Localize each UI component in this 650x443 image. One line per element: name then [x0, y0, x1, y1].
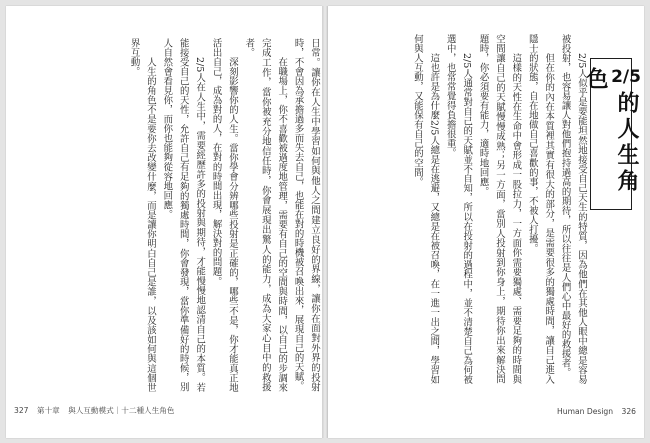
- chapter-title: 與人互動模式｜十二種人生角色: [68, 406, 175, 415]
- paragraph: 這也許是為什麼2/5人總是在逃避，又總是在被召喚，在一進一出之間，學習如何與人互動，又能保有自己的空間。: [411, 34, 440, 384]
- left-page-body: [34, 38, 322, 392]
- paragraph: 這樣的天性在生命中會形成一股拉力，一方面你需要獨處、需要足夠的時間與空間讓自己的天賦慢慢成熟；另一方面，當別人投射到你身上，期待你出來解決問題時，你必須要有能力，適時地回應。: [477, 34, 522, 384]
- paragraph: 深刻影響你的人生。當你學會分辨哪些投射是正確的，哪些不是，你才能真正地活出自己，成為對的人，在對的時間出現，解決對的問題。: [210, 38, 238, 392]
- page-number: 327: [14, 406, 29, 415]
- section-title-box: [583, 58, 641, 210]
- left-page: [6, 6, 322, 438]
- paragraph: 2/5人通常對自己的天賦並不自知，所以在投射的過程中，並不清楚自己為何被選中，也常常覺得負擔很重。: [444, 34, 473, 384]
- chapter-label: 第十章: [36, 406, 60, 415]
- section-title-number: 2/5: [611, 67, 641, 87]
- page-number: 326: [621, 407, 636, 416]
- paragraph: 人生的角色不是要你去改變什麼，而是讓你明白自己是誰，以及該如何與這個世界互動。: [128, 38, 156, 392]
- right-footer: [551, 407, 636, 416]
- section-title-text: 的人生角色: [583, 67, 639, 195]
- paragraph: 2/5人在人生中，需要經歷許多的投射與期待，才能慢慢地認清自己的本質。若能接受自己的天性，允許自己有足夠的獨處時間，你會發現，當你準備好的時候，別人自然會看見你，而你也能夠從容地回應。: [161, 38, 206, 392]
- section-title: [580, 59, 642, 209]
- paragraph: 但在你的內在本質裡其實有很大的部分，是需要很多的獨處時間，讓自己進入隱士的狀態，自在地做自己喜歡的事，不被人打擾。: [526, 34, 555, 384]
- right-page: [328, 6, 644, 438]
- paragraph: 2/5人似乎是要能坦然地接受自己天生的特質，因為他們在其他人眼中總是容易被投射，也容易讓人對他們抱持過高的期待，所以往往是人們心中最好的救援者。: [559, 34, 587, 384]
- left-footer: [14, 405, 180, 416]
- book-title: Human Design: [557, 407, 614, 416]
- paragraph: 在職場上，你不喜歡被過度地管理，需要有自己的空間與時間，以自己的步調來完成工作，當你被充分地信任時，你會展現出驚人的能力，成為大家心目中的救援者。: [243, 38, 288, 392]
- right-page-body: [334, 34, 589, 384]
- paragraph: 日常。讓你在人生中學習如何與他人之間建立良好的界線，讓你在面對外界的投射時，不會因為承擔過多而失去自己，也能在對的時機被召喚出來，展現自己的天賦。: [292, 38, 320, 392]
